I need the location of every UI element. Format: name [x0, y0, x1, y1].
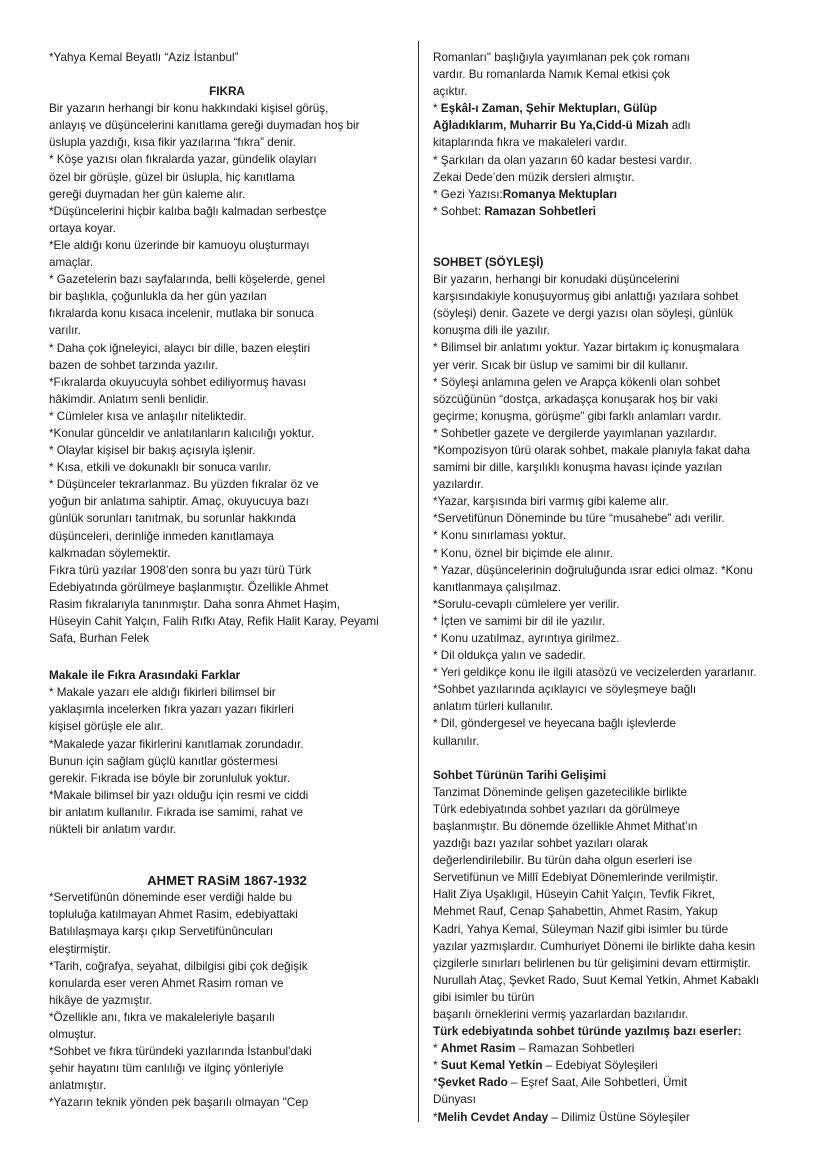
rasim-works-suffix: adlı kitaplarında fıkra ve makaleleri vardır.: [433, 119, 691, 150]
sohbet-label: * Sohbet:: [433, 204, 485, 218]
works-item: [433, 1057, 795, 1074]
sohbet-heading: SOHBET (SÖYLEŞİ): [433, 255, 544, 269]
rasim-sohbet: [433, 203, 795, 220]
sohbet-body: Bir yazarın, herhangi bir konudaki düşüncelerini karşısındakiyle konuşuyormuş gibi anlattığı yazılara sohbet (söyleşi) denir. Gazete ve dergi yazısı olan söyleşi, günlük konuşma dili ile yazılır. * Bilimsel bir anlatımı yoktur. Yazar birtakım iç konuşmalara yer verir. Sıcak bir üslup ve samimi bir dil kullanır. * Söyleşi anlamına gelen ve Arapça kökenli olan sohbet sözcüğünün “dostça, arkadaşça konuşarak hoş bir vaki geçirme; konuşma, görüşme” gibi farklı anlamları vardır. * Sohbetler gazete ve dergilerde yayımlanan yazılardır. *Kompozisyon türü olarak sohbet, makale planıyla fakat daha samimi bir dille, karşılıklı konuşma havası içinde yazılan yazılardır. *Yazar, karşısında biri varmış gibi kaleme alır. *Servetifünun Döneminde bu türe “musahebe” adı verilir. * Konu sınırlaması yoktur. * Konu, öznel bir biçimde ele alınır. * Yazar, düşüncelerinin doğruluğunda ısrar edici olmaz. *Konu kanıtlanmaya çalışılmaz. *Sorulu-cevaplı cümlelere yer verilir. * İçten ve samimi bir dil ile yazılır. * Konu uzatılmaz, ayrıntıya girilmez. * Dil oldukça yalın ve sadedir. * Yeri geldikçe konu ile ilgili atasözü ve vecizelerden yararlanır. *Sohbet yazılarında açıklayıcı ve söyleşmeye bağlı anlatım türleri kullanılır. * Dil, göndergesel ve heyecana bağlı işlevlerde kullanılır.: [433, 273, 757, 748]
left-column: [49, 49, 405, 1111]
rasim-works-titles: Eşkâl-ı Zaman, Şehir Mektupları, Gülüp Ağladıklarım, Muharrir Bu Ya,Cidd-ü Mizah: [433, 102, 669, 133]
rasim-music: * Şarkıları da olan yazarın 60 kadar bestesi vardır. Zekai Dede’den müzik dersleri almıştır.: [433, 153, 693, 184]
rasim-works: [433, 100, 795, 151]
works-item-prefix: *: [433, 1059, 441, 1073]
sohbet-value: Ramazan Sohbetleri: [484, 204, 597, 218]
works-item-title: – Ramazan Sohbetleri: [515, 1042, 635, 1056]
gezi-value: Romanya Mektupları: [502, 187, 618, 201]
works-item-prefix: *: [433, 1042, 441, 1056]
tarih-heading: Sohbet Türünün Tarihi Gelişimi: [433, 768, 607, 782]
rasim-continued: Romanları" başlığıyla yayımlanan pek çok romanı vardır. Bu romanlarda Namık Kemal etkisi çok açıktır.: [433, 51, 690, 99]
fikra-body: Bir yazarın herhangi bir konu hakkındaki kişisel görüş, anlayış ve düşüncelerini kanıtlama gereği duymadan hoş bir üslupla yazdığı, kısa fikir yazılarına “fıkra” denir. * Köşe yazısı olan fıkralarda yazar, gündelik olayları özel bir görüşle, güzel bir üslupla, hiç kanıtlama gereği duymadan her gün kaleme alır. *Düşüncelerini hiçbir kalıba bağlı kalmadan serbestçe ortaya koyar. *Ele aldığı konu üzerinde bir kamuoyu oluşturmayı amaçlar. * Gazetelerin bazı sayfalarında, belli köşelerde, genel bir başlıkla, çoğunlukla da her gün yazılan fıkralarda konu kısaca incelenir, mutlaka bir sonuca varılır. * Daha çok iğneleyici, alaycı bir dille, bazen eleştiri bazen de sohbet tarzında yazılır. *Fıkralarda okuyucuyla sohbet ediliyormuş havası hâkimdir. Anlatım senli benlidir. * Cümleler kısa ve anlaşılır niteliktedir. *Konular günceldir ve anlatılanların kalıcılığı yoktur. * Olaylar kişisel bir bakış açısıyla işlenir. * Kısa, etkili ve dokunaklı bir sonuca varılır. * Düşünceler tekrarlanmaz. Bu yüzden fıkralar öz ve yoğun bir anlatıma sahiptir. Amaç, okuyucuya bazı günlük sorunları tanıtmak, bu sorunlar hakkında düşünceleri, derinliğe inmeden kanıtlamaya kalkmadan söylemektir. Fıkra türü yazılar 1908’den sonra bu yazı türü Türk Edebiyatında görülmeye başlanmıştır. Özellikle Ahmet Rasim fıkralarıyla tanınmıştır. Daha sonra Ahmet Haşim, Hüseyin Cahit Yalçın, Falih Rıfkı Atay, Refik Halit Karay, Peyami Safa, Burhan Felek: [49, 102, 379, 646]
rasim-heading: AHMET RASiM 1867-1932: [147, 873, 307, 889]
farklar-body: * Makale yazarı ele aldığı fikirleri bilimsel bir yaklaşımla incelerken fıkra yazarı yazarı fikirleri kişisel görüşle ele alır. *Makalede yazar fikirlerini kanıtlamak zorundadır. Bunun için sağlam güçlü kanıtlar göstermesi gerekir. Fıkrada ise böyle bir zorunluluk yoktur. *Makale bilimsel bir yazı olduğu için resmi ve ciddi bir anlatım kullanılır. Fıkrada ise samimi, rahat ve nükteli bir anlatım vardır.: [49, 686, 309, 837]
works-item: [433, 1074, 795, 1108]
right-column: [433, 49, 795, 1126]
works-item-title: – Eşref Saat, Aile Sohbetleri, Ümit Dünyası: [433, 1076, 688, 1107]
works-item: [433, 1109, 795, 1126]
works-item: [433, 1040, 795, 1057]
works-item-title: – Dilimiz Üstüne Söyleşiler: [548, 1110, 690, 1124]
gezi-label: * Gezi Yazısı:: [433, 187, 503, 201]
works-item-author: Suut Kemal Yetkin: [440, 1059, 543, 1073]
fikra-heading: FIKRA: [209, 85, 245, 99]
works-item-author: Şevket Rado: [437, 1076, 508, 1090]
works-item-author: Melih Cevdet Anday: [437, 1110, 549, 1124]
works-item-author: Ahmet Rasim: [440, 1042, 516, 1056]
tarih-body: Tanzimat Döneminde gelişen gazetecilikle birlikte Türk edebiyatında sohbet yazıları da görülmeye başlanmıştır. Bu dönemde özellikle Ahmet Mithat’ın yazdığı bazı yazılar sohbet yazıları olarak değerlendirilebilir. Bu türün daha olgun eserleri ise Servetifünun ve Millî Edebiyat Dönemlerinde verilmiştir. Halit Ziya Uşaklıgil, Hüseyin Cahit Yalçın, Tevfik Fikret, Mehmet Rauf, Cenap Şahabettin, Ahmet Rasim, Yakup Kadri, Yahya Kemal, Süleyman Nazif gibi isimler bu türde yazılar yazmışlardır. Cumhuriyet Dönemi ile birlikte daha kesin çizgilerle sınırları belirlenen bu tür gelişimini devam ettirmiştir. Nurullah Ataç, Şevket Rado, Suut Kemal Yetkin, Ahmet Kabaklı gibi isimler bu türün başarılı örneklerini vermiş yazarlardan bazılarıdır.: [433, 785, 760, 1021]
works-item-prefix: *: [433, 1110, 438, 1124]
works-heading: Türk edebiyatında sohbet türünde yazılmış bazı eserler:: [433, 1025, 742, 1039]
rasim-gezi: [433, 186, 795, 203]
rasim-works-prefix: *: [433, 102, 441, 116]
column-divider: [418, 41, 419, 1122]
rasim-body: *Servetifünûn döneminde eser verdiği halde bu topluluğa katılmayan Ahmet Rasim, edebiyattaki Batılılaşmaya karşı çıkıp Servetifünûncuları eleştirmiştir. *Tarih, coğrafya, seyahat, dilbilgisi gibi çok değişik konularda eser veren Ahmet Rasim roman ve hikâye de yazmıştır. *Özellikle anı, fıkra ve makaleleriyle başarılı olmuştur. *Sohbet ve fıkra türündeki yazılarında İstanbul'daki şehir hayatını tüm canlılığı ve ilginç yönleriyle anlatmıştır. *Yazarın teknik yönden pek başarılı olmayan "Cep: [49, 891, 312, 1110]
works-item-title: – Edebiyat Söyleşileri: [542, 1059, 658, 1073]
farklar-heading: Makale ile Fıkra Arasındaki Farklar: [49, 669, 241, 683]
intro-line: *Yahya Kemal Beyatlı “Aziz İstanbul”: [49, 51, 239, 64]
works-item-prefix: *: [433, 1076, 438, 1090]
